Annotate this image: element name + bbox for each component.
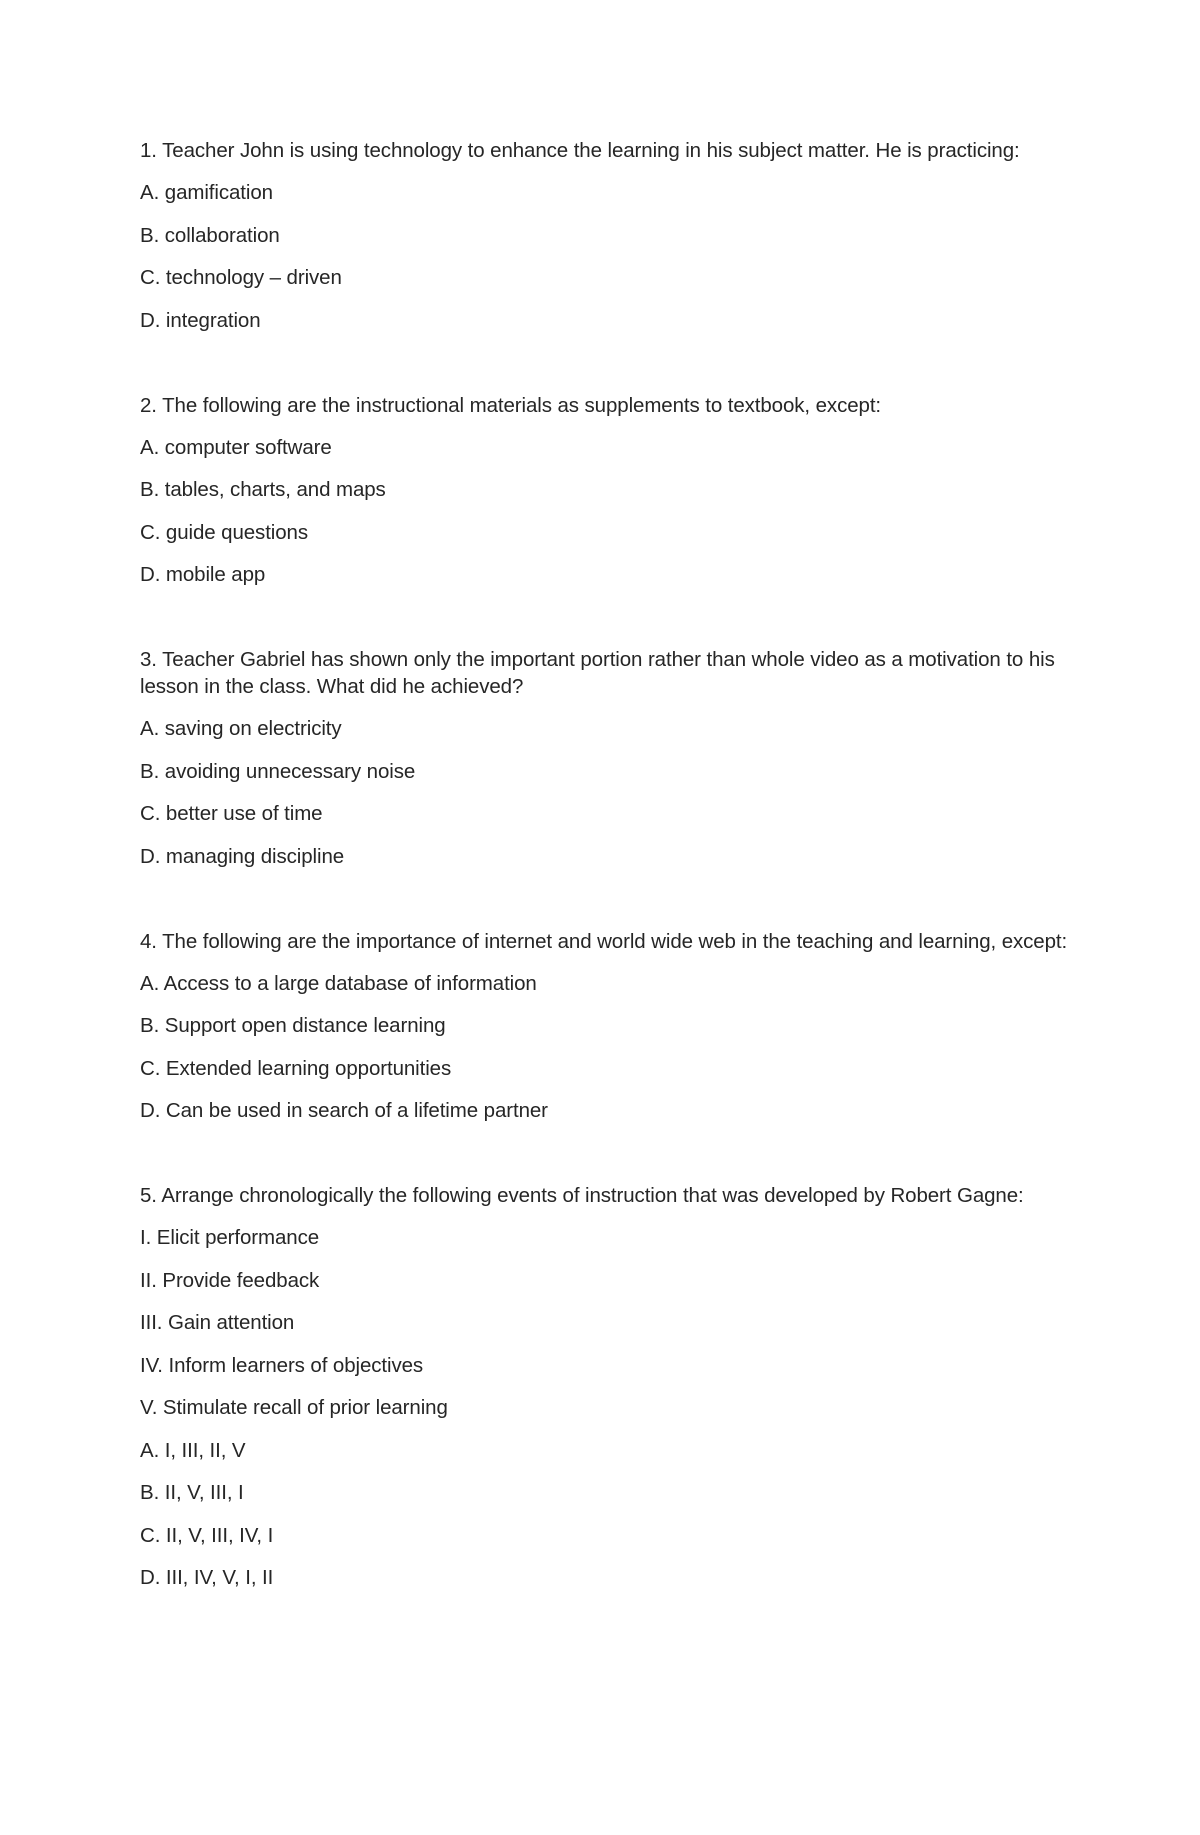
question-stem: 1. Teacher John is using technology to enhance the learning in his subject matter. He is practicing: — [140, 139, 1020, 162]
question-stem: 2. The following are the instructional materials as supplements to textbook, except: — [140, 393, 882, 417]
answer-option: C. better use of time — [140, 802, 323, 825]
answer-option: C. technology – driven — [140, 266, 342, 289]
question-1 — [140, 137, 1070, 334]
event-item: I. Elicit performance — [140, 1226, 320, 1249]
answer-option: D. Can be used in search of a lifetime partner — [140, 1099, 548, 1122]
question-2 — [140, 392, 1070, 589]
answer-option: A. Access to a large database of information — [140, 971, 537, 995]
answer-option: D. integration — [140, 308, 261, 332]
answer-option: C. guide questions — [140, 520, 309, 544]
question-4 — [140, 928, 1070, 1125]
event-item: III. Gain attention — [140, 1311, 295, 1334]
answer-option: D. managing discipline — [140, 844, 345, 868]
answer-option: A. gamification — [140, 181, 273, 204]
question-stem: 4. The following are the importance of internet and world wide web in the teaching and learning, except: — [140, 929, 1068, 953]
question-5 — [140, 1182, 1070, 1591]
event-item: II. Provide feedback — [140, 1268, 320, 1292]
answer-option: D. mobile app — [140, 563, 266, 586]
answer-option: D. III, IV, V, I, II — [140, 1566, 274, 1589]
question-3 — [140, 646, 1070, 870]
event-item: IV. Inform learners of objectives — [140, 1353, 424, 1377]
question-stem: 5. Arrange chronologically the following events of instruction that was developed by Robert Gagne: — [140, 1184, 1024, 1207]
answer-option: A. saving on electricity — [140, 717, 342, 740]
event-item: V. Stimulate recall of prior learning — [140, 1396, 448, 1419]
answer-option: B. tables, charts, and maps — [140, 478, 386, 501]
answer-option: B. avoiding unnecessary noise — [140, 759, 416, 783]
answer-option: A. computer software — [140, 435, 332, 459]
document-page — [140, 137, 1070, 1607]
answer-option: A. I, III, II, V — [140, 1438, 246, 1462]
answer-option: B. Support open distance learning — [140, 1014, 446, 1037]
answer-option: B. II, V, III, I — [140, 1481, 244, 1504]
answer-option: B. collaboration — [140, 223, 280, 247]
answer-option: C. II, V, III, IV, I — [140, 1523, 274, 1547]
answer-option: C. Extended learning opportunities — [140, 1056, 452, 1080]
question-stem: 3. Teacher Gabriel has shown only the important portion rather than whole video as a motivation to his lesson in the class. What did he achieved? — [140, 648, 1055, 698]
